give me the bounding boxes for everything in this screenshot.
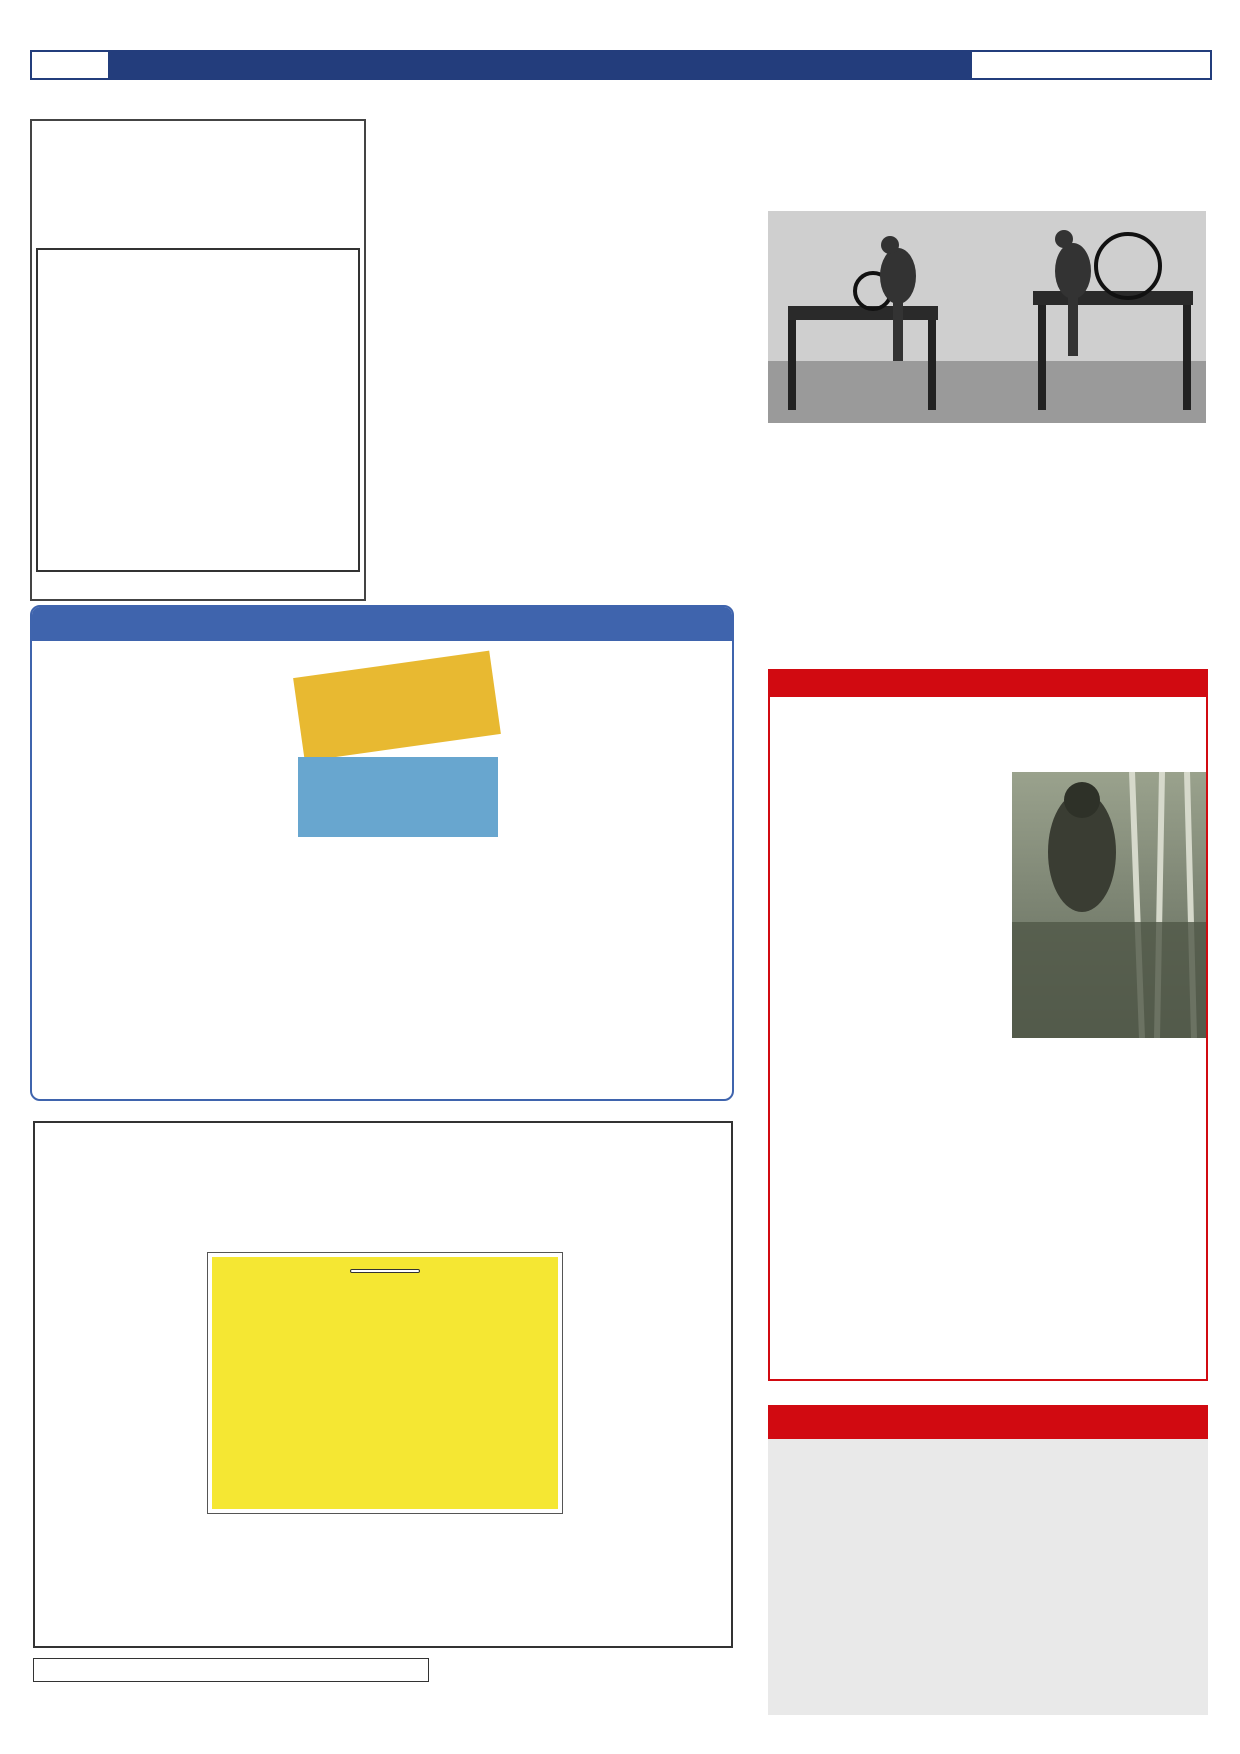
book-cover	[1012, 772, 1206, 1038]
ticket-left-text	[298, 757, 498, 837]
ticket-graphic	[293, 651, 501, 762]
haetten-bar	[768, 1405, 1208, 1439]
sudoku-box	[30, 119, 366, 601]
ticket-zentrum-ad[interactable]	[298, 654, 722, 840]
page-header	[30, 50, 1212, 80]
gold-cities	[212, 1269, 558, 1273]
horoscope-heading	[32, 607, 732, 641]
crossword-solution-row	[33, 1658, 429, 1682]
film-photo	[768, 211, 1206, 423]
sudoku-grid	[36, 248, 360, 572]
film-photo-image	[768, 211, 1206, 423]
gold-silber-ad[interactable]	[208, 1253, 562, 1513]
gold-body	[212, 1261, 558, 1269]
page-number	[32, 52, 108, 78]
horoscope-box	[30, 605, 734, 1101]
haetten-box	[768, 1439, 1208, 1715]
gold-stamp	[350, 1269, 420, 1273]
buchtipp-bar	[768, 669, 1208, 695]
issue-date	[972, 52, 1210, 78]
book-cover-art	[1012, 772, 1206, 1038]
